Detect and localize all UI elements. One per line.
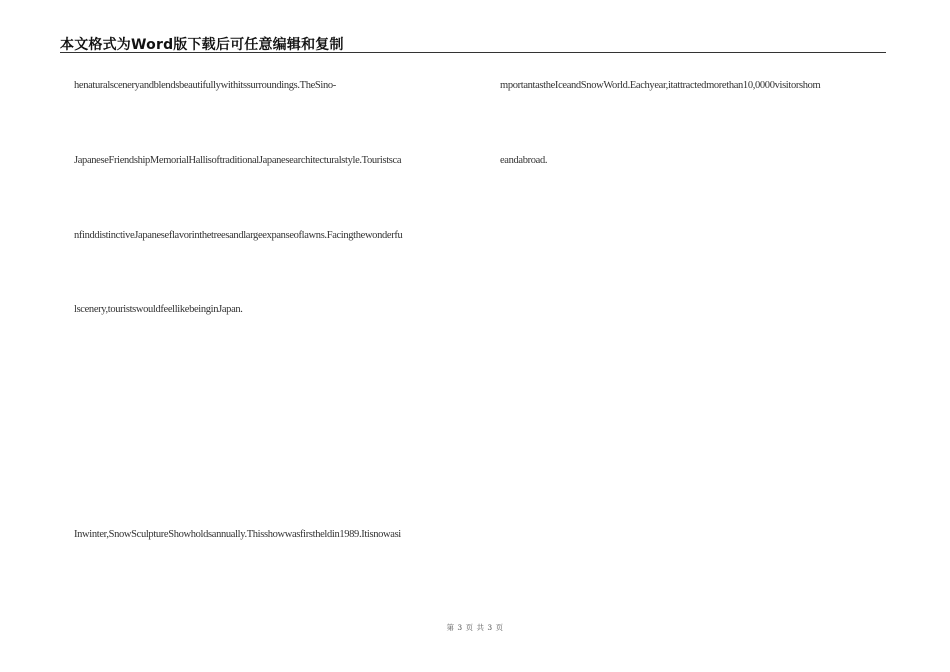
document-header-title: 本文格式为Word版下载后可任意编辑和复制 [60,37,344,53]
left-text-line-4: lscenery,touristswouldfeellikebeinginJapan. [74,304,243,315]
left-text-line-3: nfinddistinctiveJapaneseflavorinthetreesandlargeexpanseoflawns.Facingthewonderfu [74,230,403,241]
right-text-line-1: mportantastheIceandSnowWorld.Eachyear,itattractedmorethan10,0000visitorshom [500,80,821,91]
left-text-line-1: henaturalsceneryandblendsbeautifullywithitssurroundings.TheSino- [74,80,336,91]
left-text-line-2: JapaneseFriendshipMemorialHallisoftraditionalJapanesearchitecturalstyle.Touristsca [74,155,402,166]
page-number-footer: 第 3 页 共 3 页 [446,623,504,632]
left-text-line-5: Inwinter,SnowSculptureShowholdsannually.Thisshowwasfirstheldin1989.Itisnowasi [74,529,401,540]
right-text-line-2: eandabroad. [500,155,548,166]
header-divider [60,52,886,53]
